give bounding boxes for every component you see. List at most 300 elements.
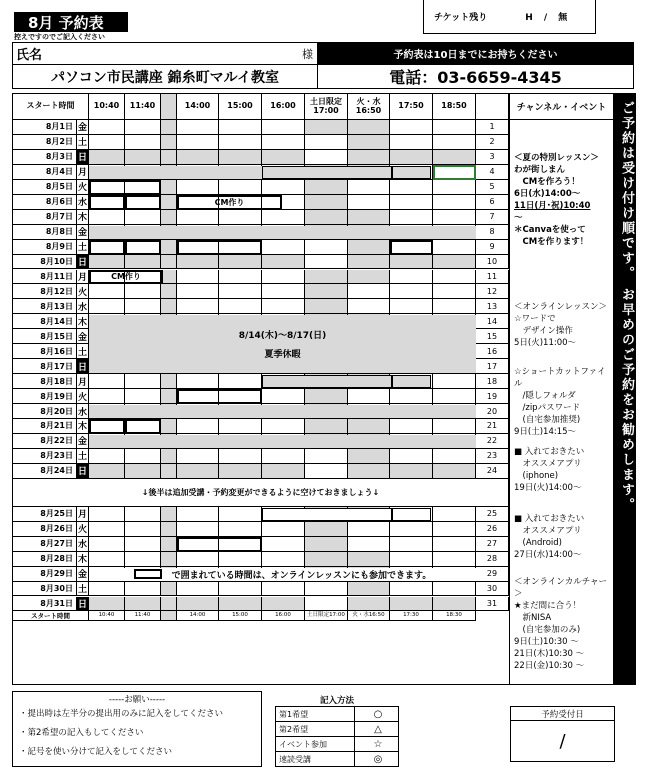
slot-cell-t4[interactable] (219, 150, 262, 165)
channel-line: ★まだ間に合う！ (514, 601, 582, 611)
slot-cell-t3[interactable] (177, 150, 219, 165)
slot-cell-gap[interactable] (161, 419, 177, 434)
method-title: 記入方法 (319, 696, 354, 706)
slot-cell-t3[interactable] (177, 210, 219, 225)
row-number: 26 (476, 522, 509, 537)
slot-cell-t1[interactable] (89, 597, 125, 612)
slot-cell-tue[interactable] (348, 597, 390, 612)
slot-cell-sat[interactable] (305, 537, 348, 552)
slot-cell-t1[interactable] (89, 284, 125, 299)
slot-cell-t6[interactable] (390, 299, 433, 314)
name-field[interactable] (13, 43, 318, 64)
channel-line: ～ (514, 213, 523, 223)
channel-line: (自宅参加のみ) (514, 625, 581, 635)
slot-cell-t5[interactable] (262, 522, 305, 537)
row-number: 20 (476, 404, 509, 419)
slot-cell-gap[interactable] (161, 135, 177, 150)
channel-line: オススメアプリ (514, 526, 582, 536)
row-number: 13 (476, 299, 509, 314)
channel-line: 9日(土)10:30 ～ (514, 637, 579, 647)
slot-cell-sat[interactable] (305, 120, 348, 135)
slot-cell-t3[interactable] (177, 120, 219, 135)
row-number: 8 (476, 225, 509, 240)
method-symbol: ◎ (355, 752, 399, 767)
slot-cell-t6[interactable] (390, 582, 433, 597)
header-time-t2: 11:40 (125, 94, 161, 120)
header-time-t1: 10:40 (89, 94, 125, 120)
row-number: 5 (476, 180, 509, 195)
slot-cell-t2[interactable] (125, 255, 161, 270)
cm-making-box[interactable]: CM作り (89, 270, 163, 285)
receipt-title: 予約受付日 (511, 707, 614, 721)
slot-cell-t3[interactable] (177, 255, 219, 270)
slot-cell-t7[interactable] (433, 552, 476, 567)
slot-cell-t6[interactable] (390, 449, 433, 464)
slot-cell-t1[interactable] (89, 210, 125, 225)
slot-cell-gap[interactable] (161, 270, 177, 285)
slot-cell-t2[interactable] (125, 210, 161, 225)
channel-event-block (514, 366, 614, 438)
slot-cell-gap[interactable] (161, 120, 177, 135)
footer-time-t5: 16:00 (262, 611, 305, 621)
slot-cell-t2[interactable] (125, 135, 161, 150)
channel-line: ＊Canvaを使って (514, 225, 586, 235)
slot-cell-gap[interactable] (161, 374, 177, 389)
row-date: 8月30日 (13, 582, 77, 597)
slot-cell-sat[interactable] (305, 464, 348, 479)
online-slot-box[interactable] (125, 419, 161, 434)
table-row (276, 752, 399, 767)
receipt-date-field[interactable]: / (559, 730, 566, 752)
slot-cell-t4[interactable] (219, 464, 262, 479)
slot-cell-t6[interactable] (390, 210, 433, 225)
slot-cell-t5[interactable] (262, 284, 305, 299)
slot-cell-t3[interactable] (177, 180, 219, 195)
channel-line: ■ 入れておきたい (514, 447, 585, 457)
row-weekday: 木 (77, 314, 89, 329)
channel-line: 6日(水)14:00～ (514, 189, 581, 199)
slot-cell-t6[interactable] (390, 270, 433, 285)
row-date: 8月15日 (13, 329, 77, 344)
slot-cell-t2[interactable] (125, 552, 161, 567)
slot-cell-sat[interactable] (305, 449, 348, 464)
online-slot-box[interactable] (125, 195, 161, 210)
row-weekday: 水 (77, 195, 89, 210)
second-choice-banner (89, 435, 476, 448)
row-date: 8月29日 (13, 567, 77, 582)
slot-cell-tue[interactable] (348, 270, 390, 285)
row-weekday: 日 (77, 597, 89, 612)
slot-cell-t1[interactable] (89, 150, 125, 165)
online-slot-box[interactable] (89, 180, 161, 195)
slot-cell-t6[interactable] (390, 135, 433, 150)
slot-cell-sat[interactable] (305, 597, 348, 612)
row-weekday: 金 (77, 225, 89, 240)
slot-cell-t1[interactable] (89, 120, 125, 135)
slot-cell-gap[interactable] (161, 389, 177, 404)
footer-time-gap (161, 611, 177, 621)
slot-cell-t5[interactable] (262, 240, 305, 255)
slot-cell-gap[interactable] (161, 597, 177, 612)
slot-cell-t2[interactable] (125, 449, 161, 464)
slot-cell-t2[interactable] (125, 299, 161, 314)
slot-cell-t5[interactable] (262, 255, 305, 270)
slot-cell-gap[interactable] (161, 240, 177, 255)
slot-cell-t2[interactable] (125, 582, 161, 597)
receipt-date-box (510, 706, 615, 762)
slot-cell-t3[interactable] (177, 464, 219, 479)
channel-line: (iphone) (514, 471, 559, 481)
school-row (12, 65, 634, 89)
reservation-grid (12, 93, 510, 685)
slot-cell-gap[interactable] (161, 299, 177, 314)
footer-time-sat: 土日限定17:00 (305, 611, 348, 621)
slot-cell-t3[interactable] (177, 374, 219, 389)
slot-cell-sat[interactable] (305, 522, 348, 537)
slot-cell-t5[interactable] (262, 270, 305, 285)
row-date: 8月4日 (13, 165, 77, 180)
header-time-t4: 15:00 (219, 94, 262, 120)
online-slot-box[interactable] (89, 240, 125, 255)
slot-cell-sat[interactable] (305, 582, 348, 597)
slot-cell-t1[interactable] (89, 464, 125, 479)
slot-cell-t6[interactable] (390, 195, 433, 210)
slot-cell-t4[interactable] (219, 507, 262, 522)
slot-cell-tue[interactable] (348, 537, 390, 552)
title-note: 控えですのでご記入ください (14, 33, 105, 41)
slot-cell-t6[interactable] (390, 552, 433, 567)
slot-cell-gap[interactable] (161, 552, 177, 567)
cm-making-box[interactable]: CM作り (177, 195, 282, 210)
slot-cell-t4[interactable] (219, 582, 262, 597)
slot-cell-t4[interactable] (219, 419, 262, 434)
slot-cell-t1[interactable] (89, 449, 125, 464)
slot-cell-t5[interactable] (262, 582, 305, 597)
vertical-notice: ご予約は受け付け順です。 お早めのご予約をお勧めします。 (614, 93, 636, 685)
slot-cell-gap[interactable] (161, 522, 177, 537)
row-number: 4 (476, 165, 509, 180)
row-number: 31 (476, 597, 509, 612)
row-number: 24 (476, 464, 509, 479)
online-slot-box[interactable] (89, 195, 125, 210)
online-slot-box[interactable] (390, 240, 433, 255)
slot-cell-tue[interactable] (348, 449, 390, 464)
method-symbol: ☆ (355, 737, 399, 752)
slot-cell-t7[interactable] (433, 419, 476, 434)
slot-cell-t7[interactable] (433, 507, 476, 522)
slot-cell-gap[interactable] (161, 537, 177, 552)
slot-cell-t3[interactable] (177, 507, 219, 522)
slot-cell-sat[interactable] (305, 419, 348, 434)
row-weekday: 土 (77, 449, 89, 464)
slot-cell-t4[interactable] (219, 552, 262, 567)
slot-cell-t4[interactable] (219, 284, 262, 299)
slot-cell-gap[interactable] (161, 150, 177, 165)
slot-cell-sat[interactable] (305, 180, 348, 195)
slot-cell-t5[interactable] (262, 299, 305, 314)
slot-cell-t6[interactable] (390, 522, 433, 537)
slot-cell-t1[interactable] (89, 299, 125, 314)
channel-line: ■ 入れておきたい (514, 514, 585, 524)
slot-cell-t6[interactable] (390, 120, 433, 135)
row-weekday: 土 (77, 582, 89, 597)
slot-cell-sat[interactable] (305, 299, 348, 314)
slot-cell-t7[interactable] (433, 449, 476, 464)
slot-cell-t7[interactable] (433, 270, 476, 285)
row-weekday: 火 (77, 522, 89, 537)
slot-cell-tue[interactable] (348, 299, 390, 314)
row-number: 7 (476, 210, 509, 225)
slot-cell-t7[interactable] (433, 180, 476, 195)
slot-cell-sat[interactable] (305, 240, 348, 255)
footer-time-t3: 14:00 (177, 611, 219, 621)
row-number: 27 (476, 537, 509, 552)
slot-cell-t7[interactable] (433, 284, 476, 299)
entry-method (275, 694, 399, 767)
slot-cell-t7[interactable] (433, 255, 476, 270)
slot-cell-t1[interactable] (89, 389, 125, 404)
slot-cell-t2[interactable] (125, 464, 161, 479)
slot-cell-t7[interactable] (433, 240, 476, 255)
slot-cell-gap[interactable] (161, 449, 177, 464)
channel-line: オススメアプリ (514, 459, 582, 469)
online-slot-box[interactable] (89, 419, 125, 434)
slot-cell-gap[interactable] (161, 507, 177, 522)
row-number: 15 (476, 329, 509, 344)
slot-cell-t5[interactable] (262, 120, 305, 135)
slot-cell-sat[interactable] (305, 135, 348, 150)
slot-cell-gap[interactable] (161, 210, 177, 225)
slot-cell-t4[interactable] (219, 522, 262, 537)
channel-line: CMを作ります！ (514, 237, 589, 247)
channel-event-block (514, 152, 614, 248)
slot-cell-t1[interactable] (89, 552, 125, 567)
row-weekday: 土 (77, 344, 89, 359)
slot-cell-tue[interactable] (348, 240, 390, 255)
slot-cell-t5[interactable] (262, 180, 305, 195)
channel-events (510, 93, 614, 685)
row-date: 8月28日 (13, 552, 77, 567)
table-row (276, 737, 399, 752)
online-slot-box[interactable] (125, 240, 161, 255)
slot-cell-tue[interactable] (348, 120, 390, 135)
slot-cell-t7[interactable] (433, 120, 476, 135)
legend-box-sample (134, 569, 162, 579)
slot-cell-t5[interactable] (262, 389, 305, 404)
slot-cell-t7[interactable] (433, 597, 476, 612)
slot-cell-tue[interactable] (348, 464, 390, 479)
slot-cell-t6[interactable] (390, 389, 433, 404)
slot-cell-t5[interactable] (262, 419, 305, 434)
channel-line: ＜夏の特別レッスン＞ (514, 153, 599, 163)
footer-start-time: スタート時間 (13, 611, 89, 621)
row-weekday: 月 (77, 507, 89, 522)
slot-cell-t2[interactable] (125, 284, 161, 299)
slot-cell-tue[interactable] (348, 284, 390, 299)
slot-cell-gap[interactable] (161, 284, 177, 299)
slot-cell-t1[interactable] (89, 374, 125, 389)
slot-cell-t1[interactable] (89, 135, 125, 150)
slot-cell-gap[interactable] (161, 582, 177, 597)
footer-time-t1: 10:40 (89, 611, 125, 621)
slot-cell-t1[interactable] (89, 522, 125, 537)
row-date: 8月9日 (13, 240, 77, 255)
slot-cell-t1[interactable] (89, 507, 125, 522)
slot-cell-gap[interactable] (161, 255, 177, 270)
slot-cell-t3[interactable] (177, 449, 219, 464)
method-table (275, 706, 399, 767)
channel-line: 27日(水)14:00～ (514, 550, 582, 560)
slot-cell-t4[interactable] (219, 120, 262, 135)
slot-cell-t3[interactable] (177, 522, 219, 537)
slot-cell-t4[interactable] (219, 449, 262, 464)
slot-cell-t4[interactable] (219, 255, 262, 270)
slot-cell-t5[interactable] (262, 464, 305, 479)
slot-cell-tue[interactable] (348, 522, 390, 537)
header-time-t6: 17:50 (390, 94, 433, 120)
slot-cell-gap[interactable] (161, 180, 177, 195)
slot-cell-tue[interactable] (348, 255, 390, 270)
slot-cell-t2[interactable] (125, 507, 161, 522)
separator-note: ↓後半は追加受講・予約変更ができるように空けておきましょう↓ (13, 479, 509, 507)
slot-cell-t5[interactable] (262, 210, 305, 225)
slot-cell-t5[interactable] (262, 150, 305, 165)
highlighted-slot[interactable] (433, 165, 476, 180)
slot-cell-t7[interactable] (433, 210, 476, 225)
slot-cell-t6[interactable] (390, 597, 433, 612)
slot-cell-t4[interactable] (219, 374, 262, 389)
slot-cell-t7[interactable] (433, 374, 476, 389)
slot-cell-t6[interactable] (390, 464, 433, 479)
summer-break-block (89, 315, 476, 373)
slot-cell-gap[interactable] (161, 195, 177, 210)
slot-cell-t7[interactable] (433, 299, 476, 314)
slot-cell-t6[interactable] (390, 419, 433, 434)
slot-cell-t4[interactable] (219, 210, 262, 225)
slot-cell-tue[interactable] (348, 582, 390, 597)
row-date: 8月23日 (13, 449, 77, 464)
channel-line: /zipパスワード (514, 403, 581, 413)
slot-cell-t3[interactable] (177, 284, 219, 299)
slot-cell-t1[interactable] (89, 582, 125, 597)
slot-cell-gap[interactable] (161, 464, 177, 479)
slot-cell-t7[interactable] (433, 582, 476, 597)
row-number: 6 (476, 195, 509, 210)
slot-cell-tue[interactable] (348, 210, 390, 225)
slot-cell-t7[interactable] (433, 195, 476, 210)
slot-cell-tue[interactable] (348, 180, 390, 195)
online-slot-box[interactable] (177, 389, 262, 404)
slot-cell-tue[interactable] (348, 195, 390, 210)
slot-cell-t4[interactable] (219, 299, 262, 314)
slot-cell-t2[interactable] (125, 389, 161, 404)
row-date: 8月2日 (13, 135, 77, 150)
slot-cell-t3[interactable] (177, 552, 219, 567)
slot-cell-t7[interactable] (433, 150, 476, 165)
row-weekday: 金 (77, 567, 89, 582)
slot-cell-t2[interactable] (125, 120, 161, 135)
slot-cell-sat[interactable] (305, 195, 348, 210)
slot-cell-t6[interactable] (390, 537, 433, 552)
slot-cell-t5[interactable] (262, 597, 305, 612)
slot-cell-sat[interactable] (305, 284, 348, 299)
slot-cell-t3[interactable] (177, 582, 219, 597)
slot-cell-sat[interactable] (305, 150, 348, 165)
slot-cell-t5[interactable] (262, 135, 305, 150)
slot-cell-t7[interactable] (433, 389, 476, 404)
row-date: 8月24日 (13, 464, 77, 479)
row-weekday: 金 (77, 434, 89, 449)
slot-cell-t2[interactable] (125, 150, 161, 165)
slot-cell-t3[interactable] (177, 419, 219, 434)
slot-cell-t3[interactable] (177, 299, 219, 314)
boxed-note-text: で囲まれている時間は、オンラインレッスンにも参加できます。 (171, 570, 432, 581)
slot-cell-t5[interactable] (262, 552, 305, 567)
slot-cell-tue[interactable] (348, 419, 390, 434)
page-title (14, 12, 128, 32)
row-weekday: 月 (77, 270, 89, 285)
slot-cell-t6[interactable] (390, 180, 433, 195)
summer-break-label: 夏季休暇 (264, 350, 301, 361)
slot-cell-t2[interactable] (125, 374, 161, 389)
slot-cell-t3[interactable] (177, 597, 219, 612)
slot-cell-t1[interactable] (89, 255, 125, 270)
slot-cell-t7[interactable] (433, 522, 476, 537)
row-weekday: 水 (77, 299, 89, 314)
slot-cell-sat[interactable] (305, 552, 348, 567)
row-date: 8月16日 (13, 344, 77, 359)
slot-cell-t4[interactable] (219, 270, 262, 285)
online-slot-box[interactable] (177, 240, 262, 255)
slot-cell-t7[interactable] (433, 537, 476, 552)
slot-cell-t2[interactable] (125, 522, 161, 537)
slot-cell-t7[interactable] (433, 135, 476, 150)
row-weekday: 日 (77, 150, 89, 165)
slot-cell-t4[interactable] (219, 180, 262, 195)
slot-cell-t2[interactable] (125, 537, 161, 552)
row-date: 8月25日 (13, 507, 77, 522)
slot-cell-tue[interactable] (348, 150, 390, 165)
slot-cell-tue[interactable] (348, 389, 390, 404)
row-number: 28 (476, 552, 509, 567)
slot-cell-t5[interactable] (262, 449, 305, 464)
channel-event-block (514, 301, 614, 349)
channel-line: デザイン操作 (514, 326, 573, 336)
slot-cell-t6[interactable] (390, 284, 433, 299)
slot-cell-sat[interactable] (305, 210, 348, 225)
row-number: 25 (476, 507, 509, 522)
slot-cell-sat[interactable] (305, 389, 348, 404)
slot-cell-tue[interactable] (348, 135, 390, 150)
slot-cell-t2[interactable] (125, 597, 161, 612)
slot-cell-t6[interactable] (390, 150, 433, 165)
slot-cell-t1[interactable] (89, 537, 125, 552)
slot-cell-sat[interactable] (305, 270, 348, 285)
row-date: 8月17日 (13, 359, 77, 374)
slot-cell-t6[interactable] (390, 255, 433, 270)
slot-cell-sat[interactable] (305, 255, 348, 270)
slot-cell-t3[interactable] (177, 135, 219, 150)
slot-cell-tue[interactable] (348, 552, 390, 567)
slot-cell-t7[interactable] (433, 464, 476, 479)
slot-cell-t5[interactable] (262, 537, 305, 552)
row-weekday: 木 (77, 210, 89, 225)
header-time-tue: 火・水 16:50 (348, 94, 390, 120)
slot-cell-t4[interactable] (219, 597, 262, 612)
online-slot-box[interactable] (177, 537, 262, 552)
slot-cell-t4[interactable] (219, 135, 262, 150)
slot-cell-t3[interactable] (177, 270, 219, 285)
